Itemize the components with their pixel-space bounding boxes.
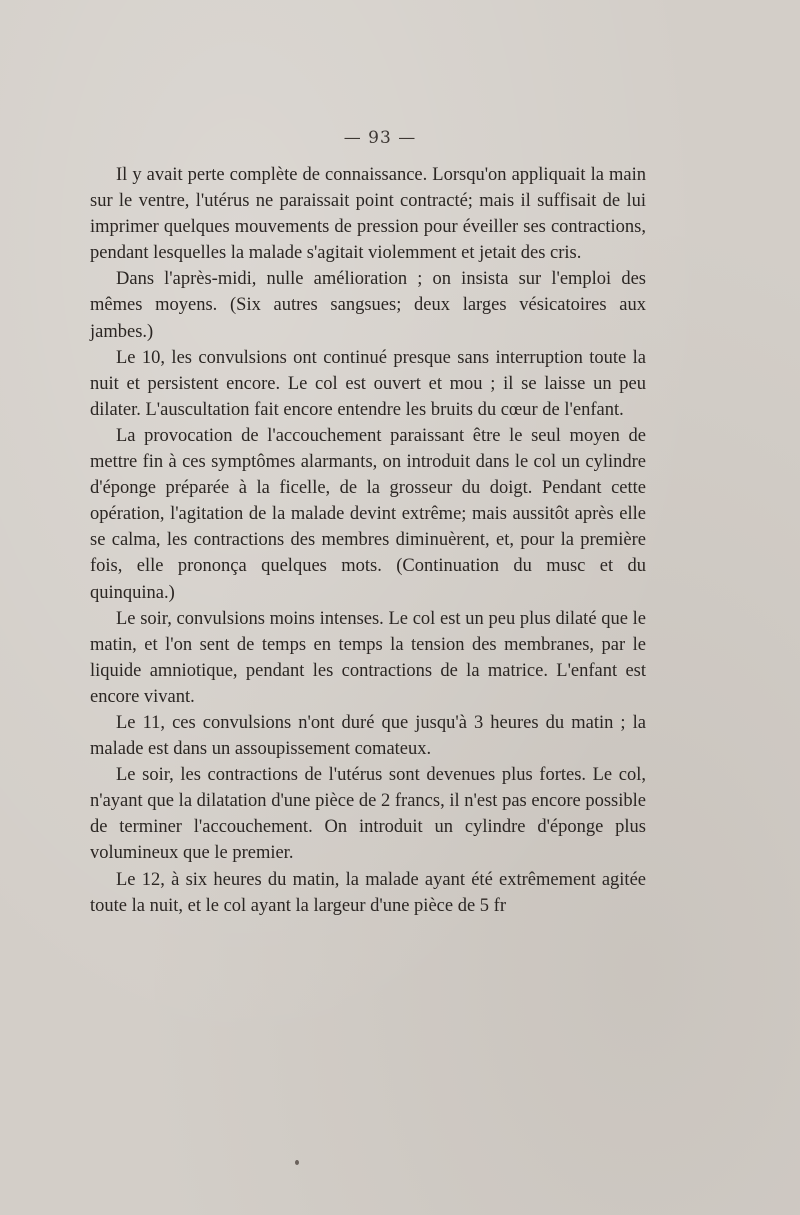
paragraph-6: Le 11, ces convulsions n'ont duré que jusqu'à 3 heures du matin ; la malade est dans un assoupissement comateux. bbox=[90, 712, 646, 760]
paragraph-8: Le 12, à six heures du matin, la malade ayant été extrêmement agitée toute la nuit, et le col ayant la largeur d'une pièce de 5 fr bbox=[90, 869, 646, 916]
paragraph-2: Dans l'après-midi, nulle amélioration ; on insista sur l'emploi des mêmes moyens. (Six autres sangsues; deux larges vésicatoires aux jambes.) bbox=[90, 269, 646, 342]
ink-speck bbox=[295, 1160, 299, 1165]
body-text bbox=[90, 162, 646, 919]
paragraph-4: La provocation de l'accouchement paraissant être le seul moyen de mettre fin à ces symptômes alarmants, on introduit dans le col un cylindre d'éponge préparée à la ficelle, de la grosseur du doigt. Pendant cette opération, l'agitation de la malade devint extrême; mais aussitôt après elle se calma, les contractions des membres diminuèrent, et, pour la première fois, elle prononça quelques mots. (Continuation du musc et du quinquina.) bbox=[90, 425, 646, 603]
paragraph-3: Le 10, les convulsions ont continué presque sans interruption toute la nuit et persistent encore. Le col est ouvert et mou ; il se laisse un peu dilater. L'auscultation fait encore entendre les bruits du cœur de l'enfant. bbox=[90, 347, 646, 420]
paragraph-7: Le soir, les contractions de l'utérus sont devenues plus fortes. Le col, n'ayant que la dilatation d'une pièce de 2 francs, il n'est pas encore possible de terminer l'accouchement. On introduit un cylindre d'éponge plus volumineux que le premier. bbox=[90, 765, 646, 864]
paragraph-1: Il y avait perte complète de connaissance. Lorsqu'on appliquait la main sur le ventre, l'utérus ne paraissait point contracté; mais il suffisait de lui imprimer quelques mouvements de pression pour éveiller ses contractions, pendant lesquelles la malade s'agitait violemment et jetait des cris. bbox=[90, 165, 646, 264]
paragraph-5: Le soir, convulsions moins intenses. Le col est un peu plus dilaté que le matin, et l'on sent de temps en temps la tension des membranes, par le liquide amniotique, pendant les contractions de la matrice. L'enfant est encore vivant. bbox=[90, 608, 646, 707]
page-number: — 93 — bbox=[343, 128, 417, 148]
